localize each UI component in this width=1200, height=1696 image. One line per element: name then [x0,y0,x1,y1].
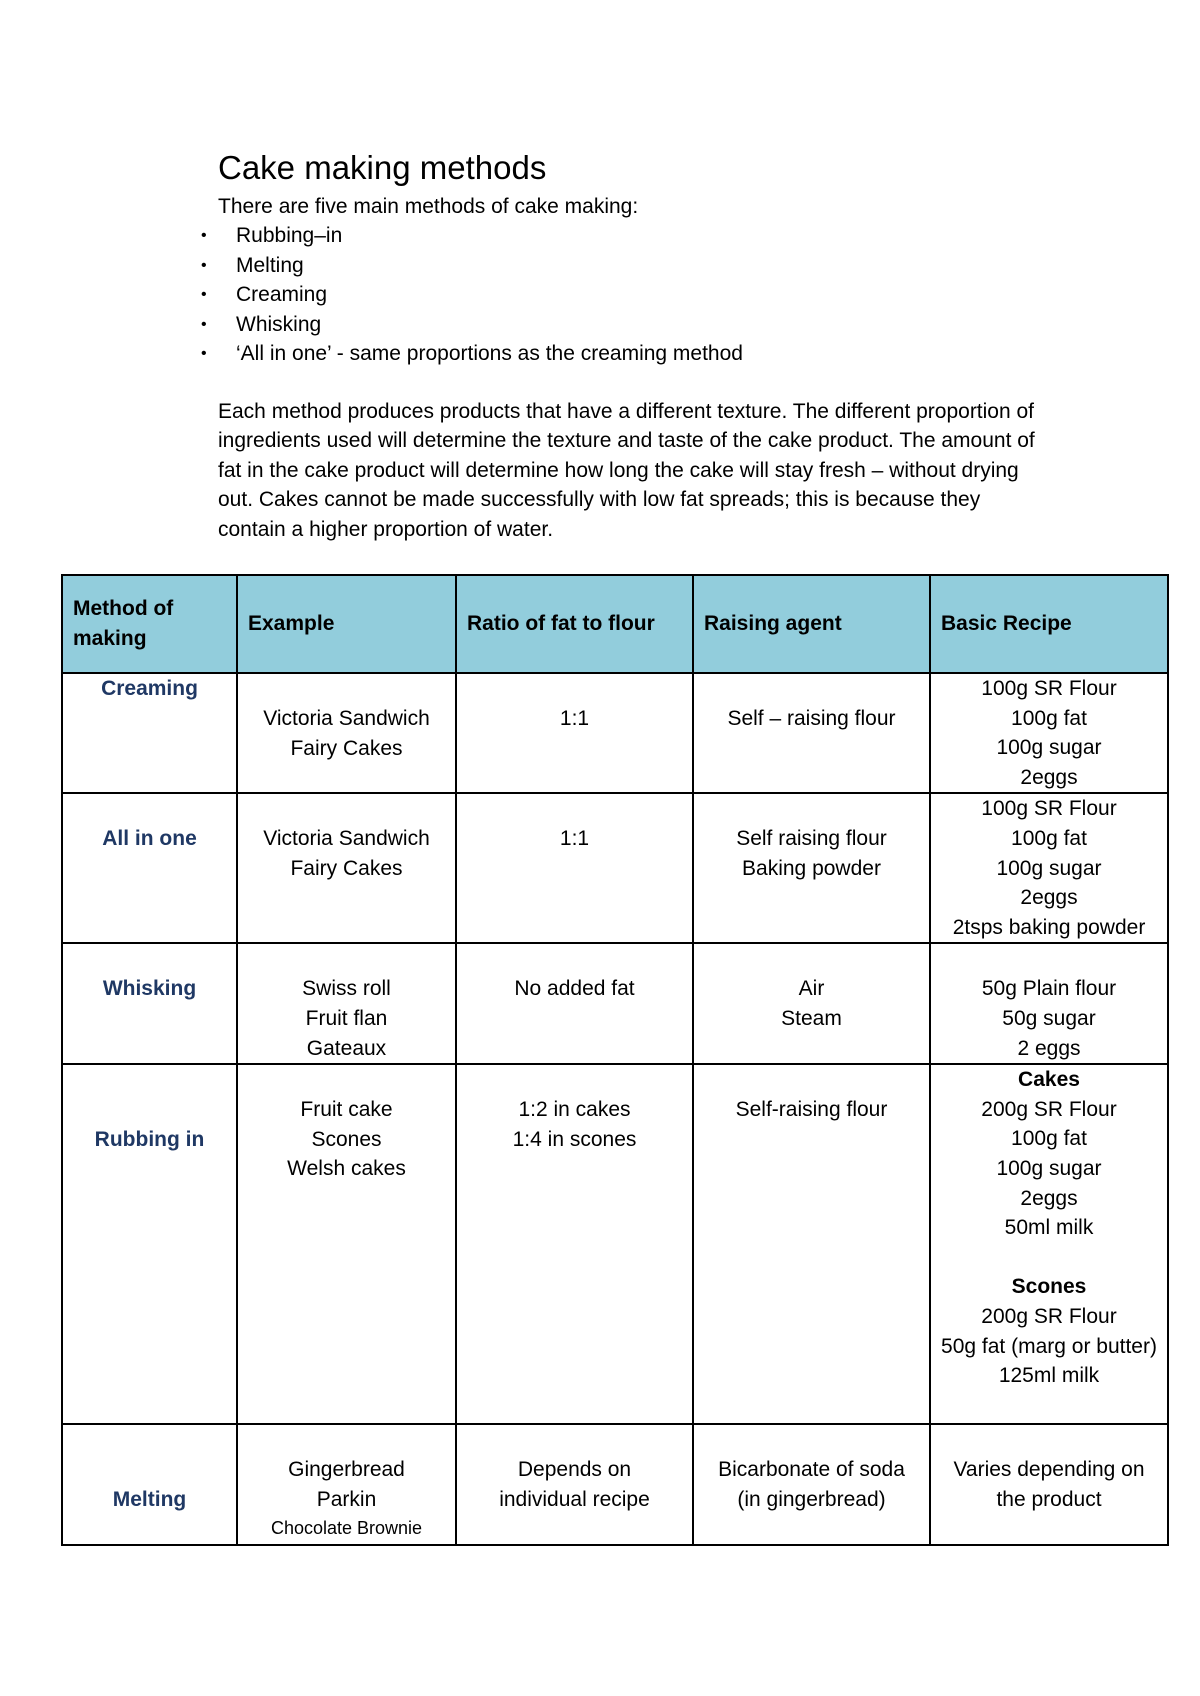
list-item: • Rubbing–in [218,221,1038,251]
page-title: Cake making methods [218,149,547,186]
intro-section [201,148,1038,544]
ratio-cell: 1:1 [456,793,693,943]
header-ratio: Ratio of fat to flour [456,575,693,673]
list-item: • Whisking [218,310,1038,340]
bullet-icon: • [201,345,207,362]
bullet-icon: • [201,315,207,333]
intro-text: There are five main methods of cake making: [218,195,639,218]
raising-agent-cell: Self raising flour Baking powder [693,793,930,943]
header-method: Method of making [62,575,237,673]
method-cell: Melting [62,1424,237,1545]
recipe-subheading: Cakes [1018,1068,1080,1092]
list-item: • Melting [218,251,1038,281]
bullet-icon: • [201,256,207,274]
raising-agent-cell: Self-raising flour [693,1064,930,1424]
method-cell: Whisking [62,943,237,1064]
method-cell: All in one [62,793,237,943]
bullet-icon: • [201,227,207,244]
method-cell: Creaming [62,673,237,793]
ratio-cell: 1:1 [456,673,693,793]
recipe-cell: Cakes 200g SR Flour 100g fat 100g sugar 2eggs 50ml milk Scones 200g SR Flour 50g fat (marg or butter) 125ml milk [930,1064,1168,1424]
cake-methods-table [61,574,1169,1546]
example-cell: Victoria Sandwich Fairy Cakes [237,673,456,793]
table-row [62,793,1168,943]
raising-agent-cell: Self – raising flour [693,673,930,793]
description-paragraph: Each method produces products that have a different texture. The different proportion of ingredients used will determine the texture and taste of the cake product. The amount of fat in the cake product will determine how long the cake will stay fresh – without drying out. Cakes cannot be made successfully with low fat spreads; this is because they contain a higher proportion of water. [218,399,1035,541]
example-cell: Fruit cake Scones Welsh cakes [237,1064,456,1424]
bullet-icon: • [201,286,207,303]
table-row [62,1424,1168,1545]
table-row [62,1064,1168,1424]
methods-list [201,221,1038,369]
recipe-cell: 100g SR Flour 100g fat 100g sugar 2eggs [930,673,1168,793]
raising-agent-cell: Air Steam [693,943,930,1064]
header-raising-agent: Raising agent [693,575,930,673]
recipe-cell: 100g SR Flour 100g fat 100g sugar 2eggs 2tsps baking powder [930,793,1168,943]
example-cell: Victoria Sandwich Fairy Cakes [237,793,456,943]
example-cell: Gingerbread Parkin Chocolate Brownie [237,1424,456,1545]
list-item: • Creaming [218,280,1038,310]
ratio-cell: Depends on individual recipe [456,1424,693,1545]
ratio-cell: No added fat [456,943,693,1064]
table-header-row [62,575,1168,673]
raising-agent-cell: Bicarbonate of soda (in gingerbread) [693,1424,930,1545]
header-example: Example [237,575,456,673]
ratio-cell: 1:2 in cakes 1:4 in scones [456,1064,693,1424]
list-item: • ‘All in one’ - same proportions as the creaming method [218,339,1038,369]
recipe-cell: Varies depending on the product [930,1424,1168,1545]
recipe-cell: 50g Plain flour 50g sugar 2 eggs [930,943,1168,1064]
table-row [62,943,1168,1064]
table-row [62,673,1168,793]
header-basic-recipe: Basic Recipe [930,575,1168,673]
example-cell: Swiss roll Fruit flan Gateaux [237,943,456,1064]
recipe-subheading: Scones [1011,1275,1087,1299]
method-cell: Rubbing in [62,1064,237,1424]
